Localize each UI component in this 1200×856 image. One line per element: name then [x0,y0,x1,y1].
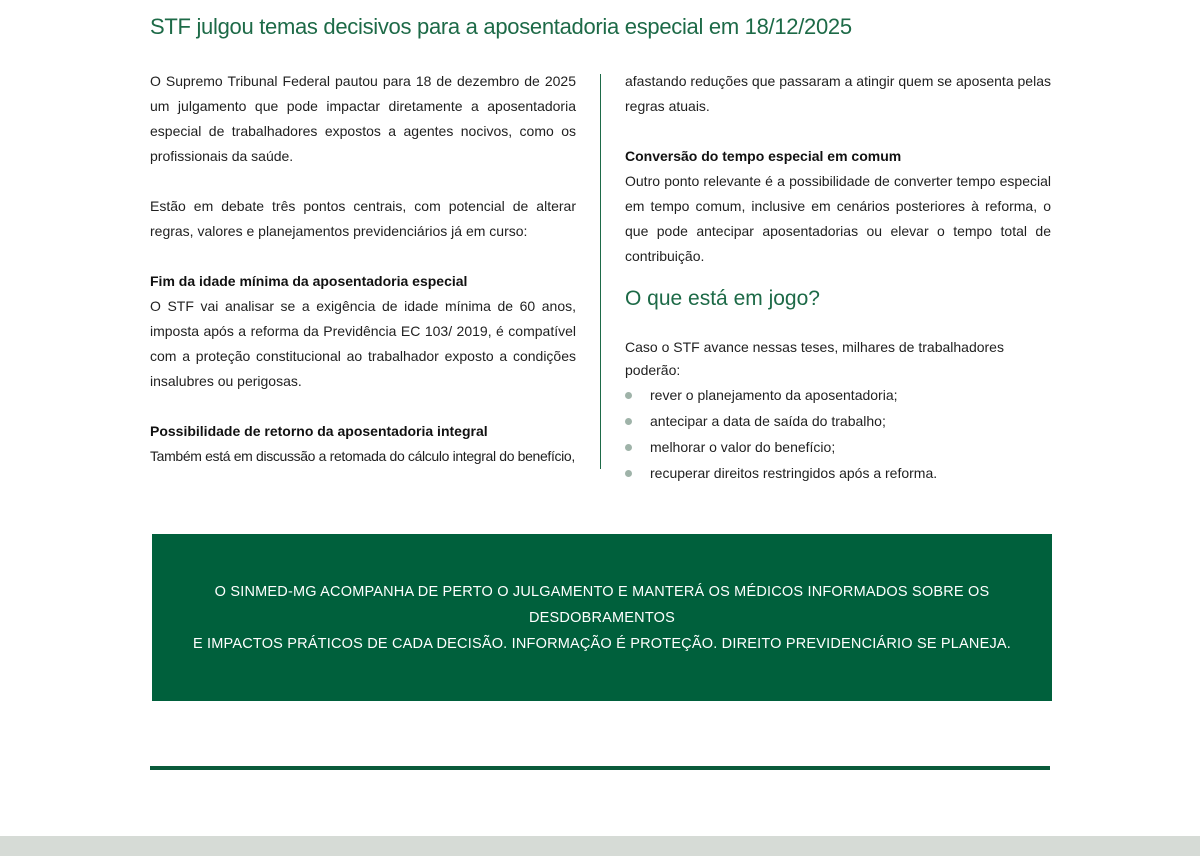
section2-title: Possibilidade de retorno da aposentadoria integral [150,423,488,439]
list-item: melhorar o valor do benefício; [625,434,1051,460]
bullet-icon [625,470,632,477]
list-item: rever o planejamento da aposentadoria; [625,382,1051,408]
intro-paragraph: O Supremo Tribunal Federal pautou para 18 de dezembro de 2025 um julgamento que pode impactar diretamente a aposentadoria especial de trabalhadores expostos a agentes nocivos, como os profissionais da saúde. [150,73,576,164]
banner-text [192,579,1012,657]
footer-divider [150,766,1050,770]
debate-paragraph: Estão em debate três pontos centrais, com potencial de alterar regras, valores e planejamentos previdenciários já em curso: [150,198,576,239]
banner-line-2: E IMPACTOS PRÁTICOS DE CADA DECISÃO. INFORMAÇÃO É PROTEÇÃO. DIREITO PREVIDENCIÁRIO SE PLANEJA. [192,635,1012,652]
list-item: antecipar a data de saída do trabalho; [625,408,1051,434]
section3-text: Outro ponto relevante é a possibilidade de converter tempo especial em tempo comum, inclusive em cenários posteriores à reforma, o que pode antecipar aposentadorias ou elevar o tempo total de contribuição. [625,173,1051,264]
impact-list [625,382,1051,486]
column-divider [600,74,601,469]
article-title: STF julgou temas decisivos para a aposentadoria especial em 18/12/2025 [150,14,852,39]
right-column [625,69,1051,486]
section-heading: O que está em jogo? [625,287,820,310]
left-column [150,69,576,469]
section1-text: O STF vai analisar se a exigência de idade mínima de 60 anos, imposta após a reforma da Previdência EC 103/ 2019, é compatível com a proteção constitucional ao trabalhador exposto a condições insalubres ou perigosas. [150,298,576,389]
section3-title: Conversão do tempo especial em comum [625,148,902,164]
list-item: recuperar direitos restringidos após a reforma. [625,460,1051,486]
lead-paragraph: Caso o STF avance nessas teses, milhares de trabalhadores poderão: [625,339,1004,378]
bullet-icon [625,418,632,425]
section1-title: Fim da idade mínima da aposentadoria especial [150,273,468,289]
section2-text-start: Também está em discussão a retomada do cálculo integral do benefício, [150,448,575,464]
section2-text-end: afastando reduções que passaram a atingir quem se aposenta pelas regras atuais. [625,73,1051,114]
banner-line-1: O SINMED-MG ACOMPANHA DE PERTO O JULGAMENTO E MANTERÁ OS MÉDICOS INFORMADOS SOBRE OS DESDOBRAMENTOS [214,583,990,626]
footer-band [0,836,1200,856]
sinmed-banner [152,534,1052,701]
bullet-icon [625,444,632,451]
bullet-icon [625,392,632,399]
